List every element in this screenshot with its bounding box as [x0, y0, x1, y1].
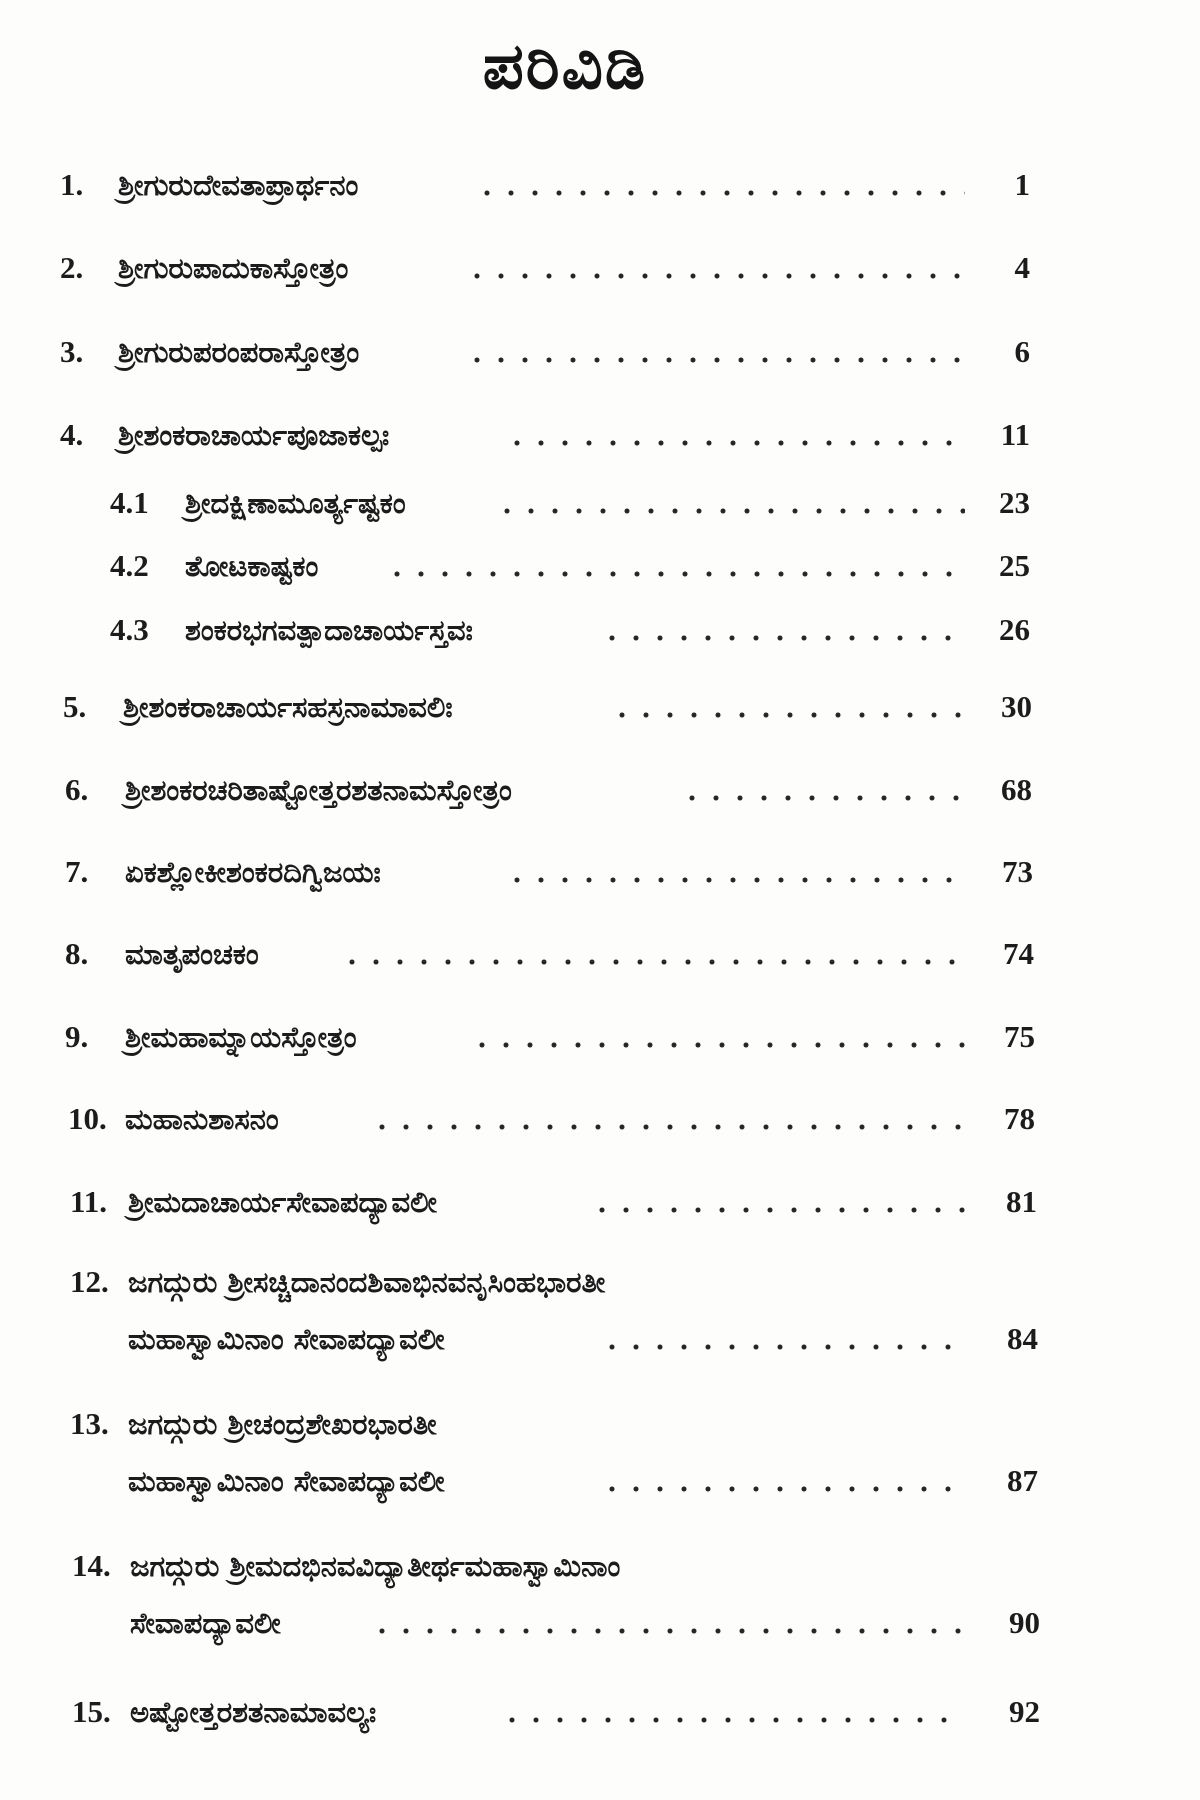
toc-entry[interactable]: [0, 536, 1200, 596]
entry-number: 13.: [70, 1406, 109, 1441]
entry-page-number: 75: [1004, 1019, 1035, 1054]
toc-entry[interactable]: [0, 760, 1200, 820]
entry-page-number: 26: [999, 612, 1030, 647]
entry-page-number: 84: [1007, 1321, 1038, 1356]
entry-title: ಮಹಾಸ್ವಾಮಿನಾಂ ಸೇವಾಪದ್ಯಾವಲೀ: [128, 1451, 455, 1511]
entry-number: 4.2: [110, 548, 149, 583]
entry-title: ಶ್ರೀದಕ್ಷಿಣಾಮೂರ್ತ್ಯಷ್ಟಕಂ: [185, 473, 416, 533]
entry-title-line1: ಜಗದ್ಗುರು ಶ್ರೀಸಚ್ಚಿದಾನಂದಶಿವಾಭಿನವನೃಸಿಂಹಭಾರತೀ: [128, 1265, 606, 1299]
dot-leader: [590, 1206, 965, 1214]
dot-leader: [370, 1123, 965, 1131]
entry-title-line1: ಜಗದ್ಗುರು ಶ್ರೀಚಂದ್ರಶೇಖರಭಾರತೀ: [128, 1407, 437, 1441]
entry-page-number: 30: [1001, 689, 1032, 724]
dot-leader: [340, 958, 965, 966]
page-title: ಪರಿವಿಡಿ: [482, 30, 648, 104]
dot-leader: [470, 1041, 965, 1049]
toc-entry[interactable]: [0, 155, 1200, 215]
dot-leader: [475, 189, 965, 197]
toc-entry[interactable]: [0, 842, 1200, 902]
entry-number: 8.: [65, 936, 89, 971]
entry-number: 4.3: [110, 612, 149, 647]
toc-entry-first-line: [0, 1536, 1200, 1596]
entry-number: 1.: [60, 167, 84, 202]
toc-entry[interactable]: [0, 1007, 1200, 1067]
entry-title: ಮಹಾಸ್ವಾಮಿನಾಂ ಸೇವಾಪದ್ಯಾವಲೀ: [128, 1309, 455, 1369]
entry-title: ಸೇವಾಪದ್ಯಾವಲೀ: [130, 1593, 291, 1653]
toc-entry[interactable]: [0, 1172, 1200, 1232]
entry-page-number: 11: [1000, 417, 1030, 452]
entry-page-number: 1: [1014, 167, 1030, 202]
dot-leader: [505, 439, 965, 447]
entry-number: 6.: [65, 772, 89, 807]
toc-entry[interactable]: [0, 238, 1200, 298]
entry-number: 9.: [65, 1019, 89, 1054]
entry-number: 3.: [60, 334, 84, 369]
entry-page-number: 87: [1007, 1463, 1038, 1498]
toc-entry[interactable]: [0, 473, 1200, 533]
entry-title: ಏಕಶ್ಲೋಕೀಶಂಕರದಿಗ್ವಿಜಯಃ: [125, 842, 391, 902]
entry-title: ಮಾತೃಪಂಚಕಂ: [125, 924, 269, 984]
entry-page-number: 68: [1001, 772, 1032, 807]
entry-page-number: 6: [1014, 334, 1030, 369]
toc-entry[interactable]: [0, 405, 1200, 465]
entry-number: 10.: [68, 1101, 107, 1136]
entry-number: 4.1: [110, 485, 149, 520]
entry-number: 14.: [72, 1548, 111, 1583]
dot-leader: [385, 570, 965, 578]
entry-title: ಮಹಾನುಶಾಸನಂ: [125, 1089, 289, 1149]
entry-number: 11.: [70, 1184, 108, 1219]
toc-entry[interactable]: [0, 1451, 1200, 1511]
entry-title: ಶ್ರೀಗುರುಪರಂಪರಾಸ್ತೋತ್ರಂ: [118, 322, 369, 382]
toc-entry-first-line: [0, 1252, 1200, 1312]
entry-title-line1: ಜಗದ್ಗುರು ಶ್ರೀಮದಭಿನವವಿದ್ಯಾತೀರ್ಥಮಹಾಸ್ವಾಮಿನಾಂ: [130, 1549, 621, 1583]
entry-page-number: 25: [999, 548, 1030, 583]
toc-entry[interactable]: [0, 600, 1200, 660]
entry-number: 4.: [60, 417, 84, 452]
dot-leader: [600, 1485, 965, 1493]
dot-leader: [600, 634, 965, 642]
toc-entry[interactable]: [0, 677, 1200, 737]
entry-page-number: 92: [1009, 1694, 1040, 1729]
dot-leader: [600, 1343, 965, 1351]
entry-title: ಶ್ರೀಮಹಾಮ್ನಾಯಸ್ತೋತ್ರಂ: [125, 1007, 367, 1067]
entry-page-number: 4: [1014, 250, 1030, 285]
dot-leader: [505, 876, 965, 884]
entry-number: 2.: [60, 250, 84, 285]
entry-page-number: 23: [999, 485, 1030, 520]
dot-leader: [370, 1627, 965, 1635]
entry-title: ಶಂಕರಭಗವತ್ಪಾದಾಚಾರ್ಯಸ್ತವಃ: [185, 600, 483, 660]
entry-title: ಅಷ್ಟೋತ್ತರಶತನಾಮಾವಲ್ಯಃ: [130, 1682, 386, 1742]
entry-number: 12.: [70, 1264, 109, 1299]
toc-entry[interactable]: [0, 1309, 1200, 1369]
dot-leader: [495, 507, 965, 515]
toc-entry-first-line: [0, 1394, 1200, 1454]
entry-page-number: 90: [1009, 1605, 1040, 1640]
toc-entry[interactable]: [0, 322, 1200, 382]
entry-page-number: 74: [1003, 936, 1034, 971]
entry-page-number: 81: [1006, 1184, 1037, 1219]
toc-entry[interactable]: [0, 924, 1200, 984]
entry-title: ಶ್ರೀಶಂಕರಚರಿತಾಷ್ಟೋತ್ತರಶತನಾಮಸ್ತೋತ್ರಂ: [125, 760, 522, 820]
entry-title: ಶ್ರೀಶಂಕರಾಚಾರ್ಯಸಹಸ್ರನಾಮಾವಲಿಃ: [123, 677, 463, 737]
toc-entry[interactable]: [0, 1089, 1200, 1149]
dot-leader: [610, 711, 965, 719]
entry-number: 7.: [65, 854, 89, 889]
entry-page-number: 73: [1002, 854, 1033, 889]
dot-leader: [500, 1716, 965, 1724]
entry-title: ತೋಟಕಾಷ್ಟಕಂ: [185, 536, 328, 596]
dot-leader: [680, 794, 965, 802]
toc-entry[interactable]: [0, 1682, 1200, 1742]
dot-leader: [465, 356, 965, 364]
entry-number: 5.: [63, 689, 87, 724]
dot-leader: [465, 272, 965, 280]
entry-title: ಶ್ರೀಗುರುಪಾದುಕಾಸ್ತೋತ್ರಂ: [118, 238, 358, 298]
entry-title: ಶ್ರೀಶಂಕರಾಚಾರ್ಯಪೂಜಾಕಲ್ಪಃ: [118, 405, 399, 465]
entry-title: ಶ್ರೀಗುರುದೇವತಾಪ್ರಾರ್ಥನಂ: [118, 155, 368, 215]
entry-number: 15.: [72, 1694, 111, 1729]
entry-page-number: 78: [1004, 1101, 1035, 1136]
toc-entry[interactable]: [0, 1593, 1200, 1653]
entry-title: ಶ್ರೀಮದಾಚಾರ್ಯಸೇವಾಪದ್ಯಾವಲೀ: [128, 1172, 447, 1232]
